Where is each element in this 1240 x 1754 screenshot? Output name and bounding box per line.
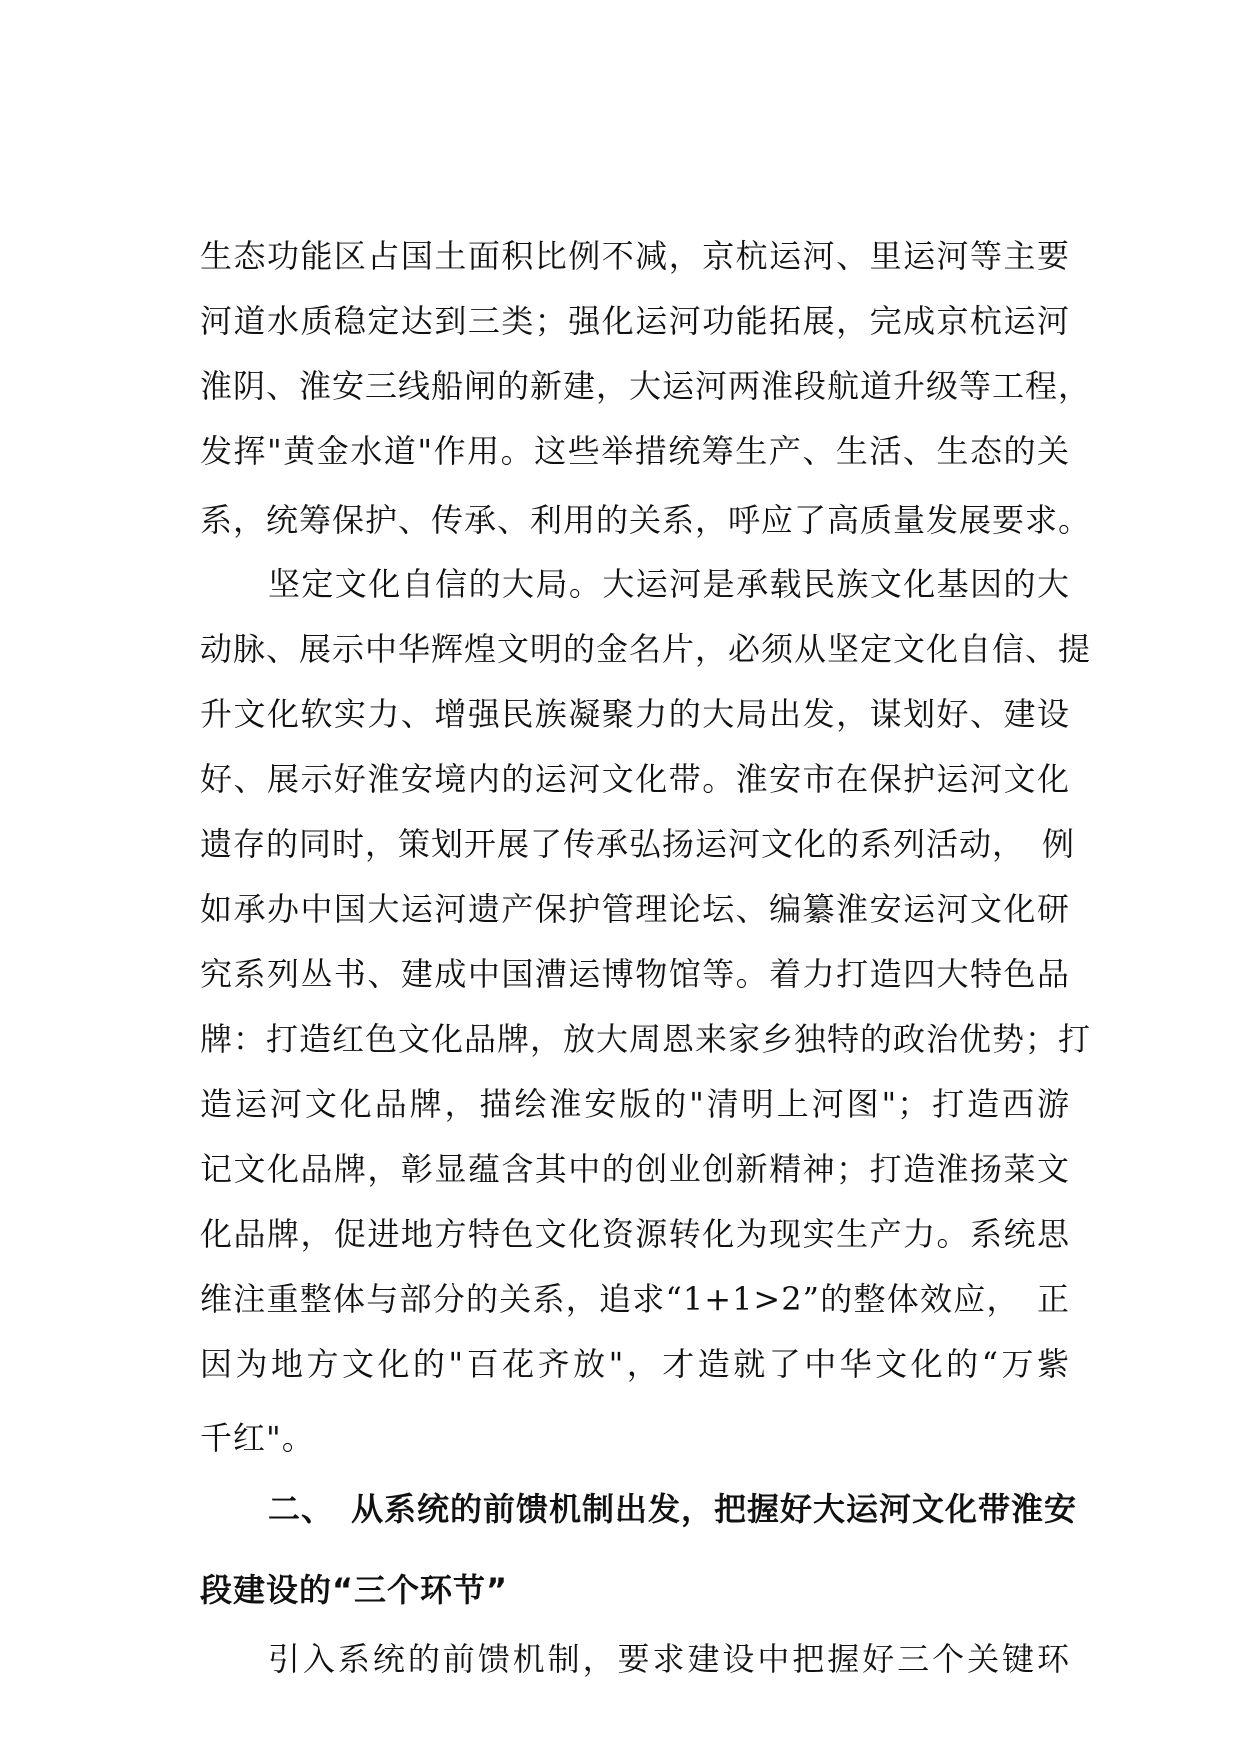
paragraph-line: 淮阴、淮安三线船闸的新建，大运河两淮段航道升级等工程， bbox=[200, 367, 1092, 405]
paragraph-line: 究系列丛书、建成中国漕运博物馆等。着力打造四大特色品 bbox=[200, 955, 1070, 993]
paragraph-line: 记文化品牌，彰显蕴含其中的创业创新精神；打造淮扬菜文 bbox=[200, 1150, 1070, 1188]
paragraph-line: 发挥"黄金水道"作用。这些举措统筹生产、生活、生态的关 bbox=[200, 432, 1070, 470]
paragraph-line: 河道水质稳定达到三类；强化运河功能拓展，完成京杭运河 bbox=[200, 302, 1070, 340]
paragraph-line: 生态功能区占国土面积比例不减，京杭运河、里运河等主要 bbox=[200, 237, 1070, 275]
paragraph-line: 遗存的同时，策划开展了传承弘扬运河文化的系列活动， 例 bbox=[200, 825, 1076, 863]
section-heading-line: 段建设的“三个环节” bbox=[200, 1571, 509, 1609]
paragraph-line: 造运河文化品牌，描绘淮安版的"清明上河图"；打造西游 bbox=[200, 1085, 1070, 1123]
paragraph-line: 坚定文化自信的大局。大运河是承载民族文化基因的大 bbox=[268, 565, 1070, 603]
paragraph-line: 化品牌，促进地方特色文化资源转化为现实生产力。系统思 bbox=[200, 1215, 1070, 1253]
paragraph-line: 引入系统的前馈机制，要求建设中把握好三个关键环 bbox=[268, 1640, 1070, 1678]
paragraph-line: 升文化软实力、增强民族凝聚力的大局出发，谋划好、建设 bbox=[200, 695, 1070, 733]
paragraph-line: 动脉、展示中华辉煌文明的金名片，必须从坚定文化自信、提 bbox=[200, 630, 1092, 668]
paragraph-line: 系，统筹保护、传承、利用的关系，呼应了高质量发展要求。 bbox=[200, 501, 1092, 539]
section-heading-line: 二、 从系统的前馈机制出发，把握好大运河文化带淮安 bbox=[268, 1490, 1078, 1528]
paragraph-line: 千红"。 bbox=[200, 1419, 315, 1457]
paragraph-line: 维注重整体与部分的关系，追求“1+1>2”的整体效应， 正 bbox=[200, 1280, 1070, 1318]
paragraph-line: 牌：打造红色文化品牌，放大周恩来家乡独特的政治优势；打 bbox=[200, 1020, 1092, 1058]
paragraph-line: 好、展示好淮安境内的运河文化带。淮安市在保护运河文化 bbox=[200, 760, 1070, 798]
paragraph-line: 因为地方文化的"百花齐放"，才造就了中华文化的“万紫 bbox=[200, 1345, 1070, 1383]
paragraph-line: 如承办中国大运河遗产保护管理论坛、编纂淮安运河文化研 bbox=[200, 890, 1070, 928]
